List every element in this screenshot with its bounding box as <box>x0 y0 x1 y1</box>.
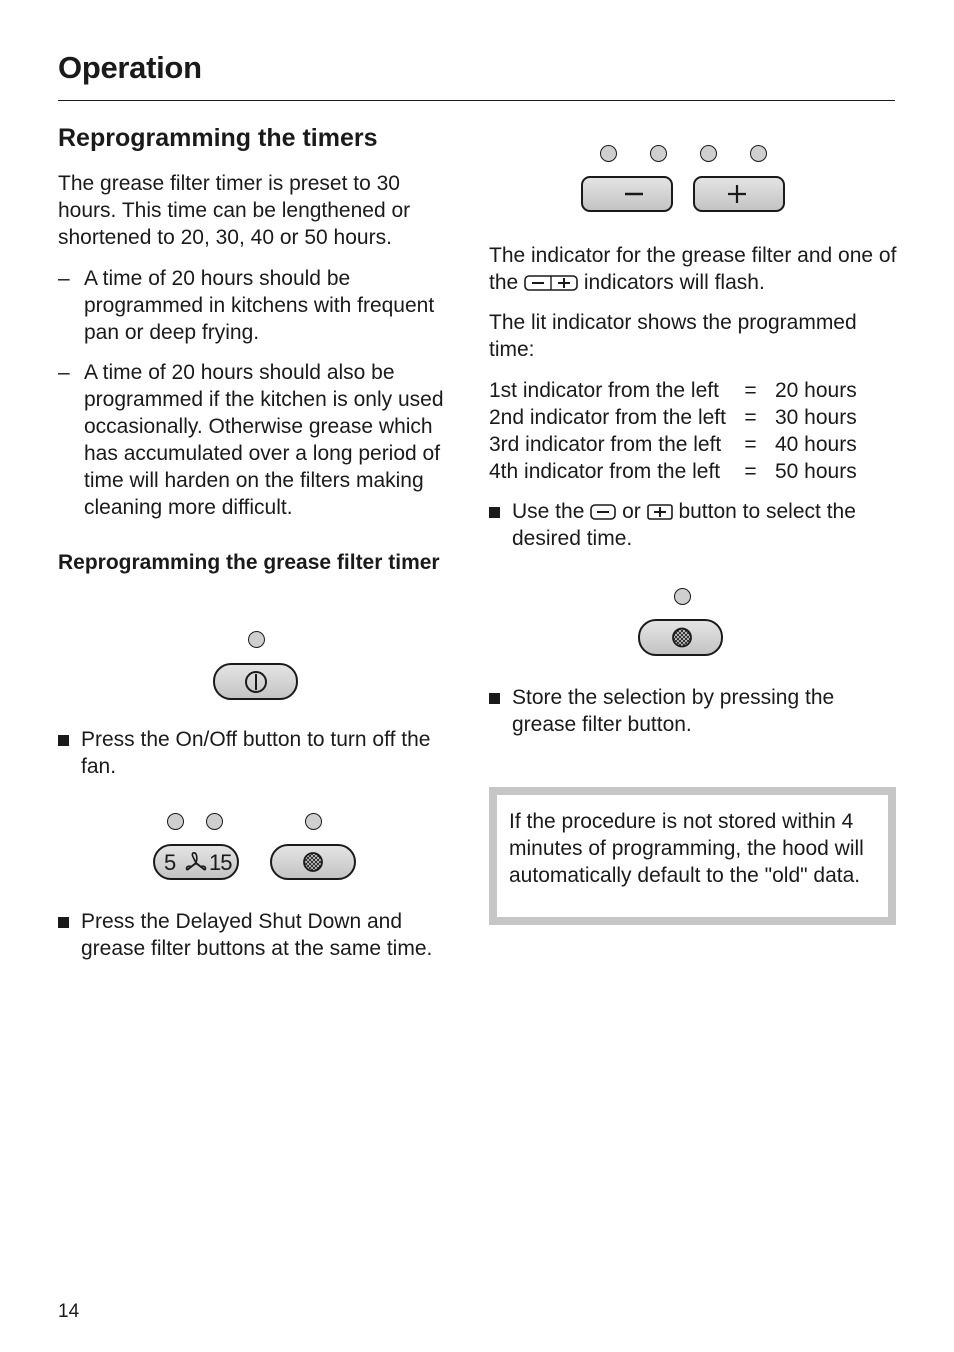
minus-icon <box>590 503 616 521</box>
flash-paragraph <box>489 242 899 296</box>
indicator-light <box>674 588 691 605</box>
list-item-text: A time of 20 hours should be programmed in kitchens with frequent pan or deep frying. <box>84 267 435 344</box>
minus-button[interactable] <box>581 176 673 212</box>
step3-text-b: button to select the desired time. <box>512 500 856 550</box>
indicator-hours: 30 hours <box>774 406 857 429</box>
minus-plus-icon <box>524 274 578 292</box>
plus-button[interactable] <box>693 176 785 212</box>
page-number: 14 <box>58 1301 80 1322</box>
bullet-square <box>58 917 69 928</box>
step-text <box>512 498 900 552</box>
bullet-square <box>489 507 500 518</box>
step-text: Press the On/Off button to turn off the fan. <box>81 728 431 778</box>
indicator-hours: 20 hours <box>774 379 857 402</box>
page-title: Operation <box>58 50 202 85</box>
fan-icon <box>183 852 209 874</box>
grease-filter-button[interactable] <box>270 844 356 880</box>
note-box: If the procedure is not stored within 4 minutes of programming, the hood will automatically default to the "old" data. <box>489 787 896 925</box>
lit-paragraph: The lit indicator shows the programmed time: <box>489 311 857 361</box>
on-off-button[interactable] <box>213 663 298 700</box>
intro-paragraph: The grease filter timer is preset to 30 hours. This time can be lengthened or shortened to 20, 30, 40 or 50 hours. <box>58 172 411 249</box>
dash-marker: – <box>58 361 70 384</box>
flash-text-a: The indicator for the grease filter and one of the <box>489 244 897 294</box>
indicator-light <box>700 145 717 162</box>
title-rule <box>58 100 895 101</box>
indicator-light <box>305 813 322 830</box>
indicator-position: 3rd indicator from the left <box>489 433 722 456</box>
indicator-position: 2nd indicator from the left <box>489 406 726 429</box>
indicator-position: 4th indicator from the left <box>489 460 721 483</box>
grease-filter-button[interactable] <box>638 619 723 656</box>
flash-text-b: indicators will flash. <box>583 271 765 294</box>
indicator-position: 1st indicator from the left <box>489 379 719 402</box>
step-text: Press the Delayed Shut Down and grease filter buttons at the same time. <box>81 910 433 960</box>
indicator-light <box>600 145 617 162</box>
equals-sign: = <box>744 379 757 402</box>
indicator-light <box>167 813 184 830</box>
indicator-light <box>248 631 265 648</box>
bullet-square <box>489 693 500 704</box>
step3-or: or <box>622 500 641 523</box>
indicator-hours: 40 hours <box>774 433 857 456</box>
table-row <box>489 431 857 458</box>
minus-icon <box>583 178 671 210</box>
equals-sign: = <box>744 433 757 456</box>
bullet-square <box>58 735 69 746</box>
plus-icon <box>695 178 783 210</box>
indicator-table <box>489 377 857 485</box>
equals-sign: = <box>744 460 757 483</box>
delay-label-right: 15 <box>209 850 232 875</box>
plus-icon <box>647 503 673 521</box>
delayed-shut-down-button[interactable] <box>153 844 239 880</box>
subheading: Reprogramming the grease filter timer <box>58 551 440 574</box>
grease-filter-icon <box>272 846 354 878</box>
power-icon <box>215 665 296 698</box>
table-row <box>489 458 857 485</box>
indicator-light <box>650 145 667 162</box>
list-item-text: A time of 20 hours should also be programmed if the kitchen is only used occasionally. Otherwise grease which has accumulated over a long period of time will harden on the filters making cleaning more difficult. <box>84 361 444 519</box>
section-heading: Reprogramming the timers <box>58 124 378 152</box>
indicator-light <box>206 813 223 830</box>
grease-filter-icon <box>640 621 721 654</box>
delay-label-left: 5 <box>164 850 177 875</box>
indicator-light <box>750 145 767 162</box>
step3-text-a: Use the <box>512 500 585 523</box>
table-row <box>489 377 857 404</box>
table-row <box>489 404 857 431</box>
equals-sign: = <box>744 406 757 429</box>
dash-marker: – <box>58 267 70 290</box>
step-text: Store the selection by pressing the grease filter button. <box>512 686 835 736</box>
indicator-hours: 50 hours <box>774 460 857 483</box>
